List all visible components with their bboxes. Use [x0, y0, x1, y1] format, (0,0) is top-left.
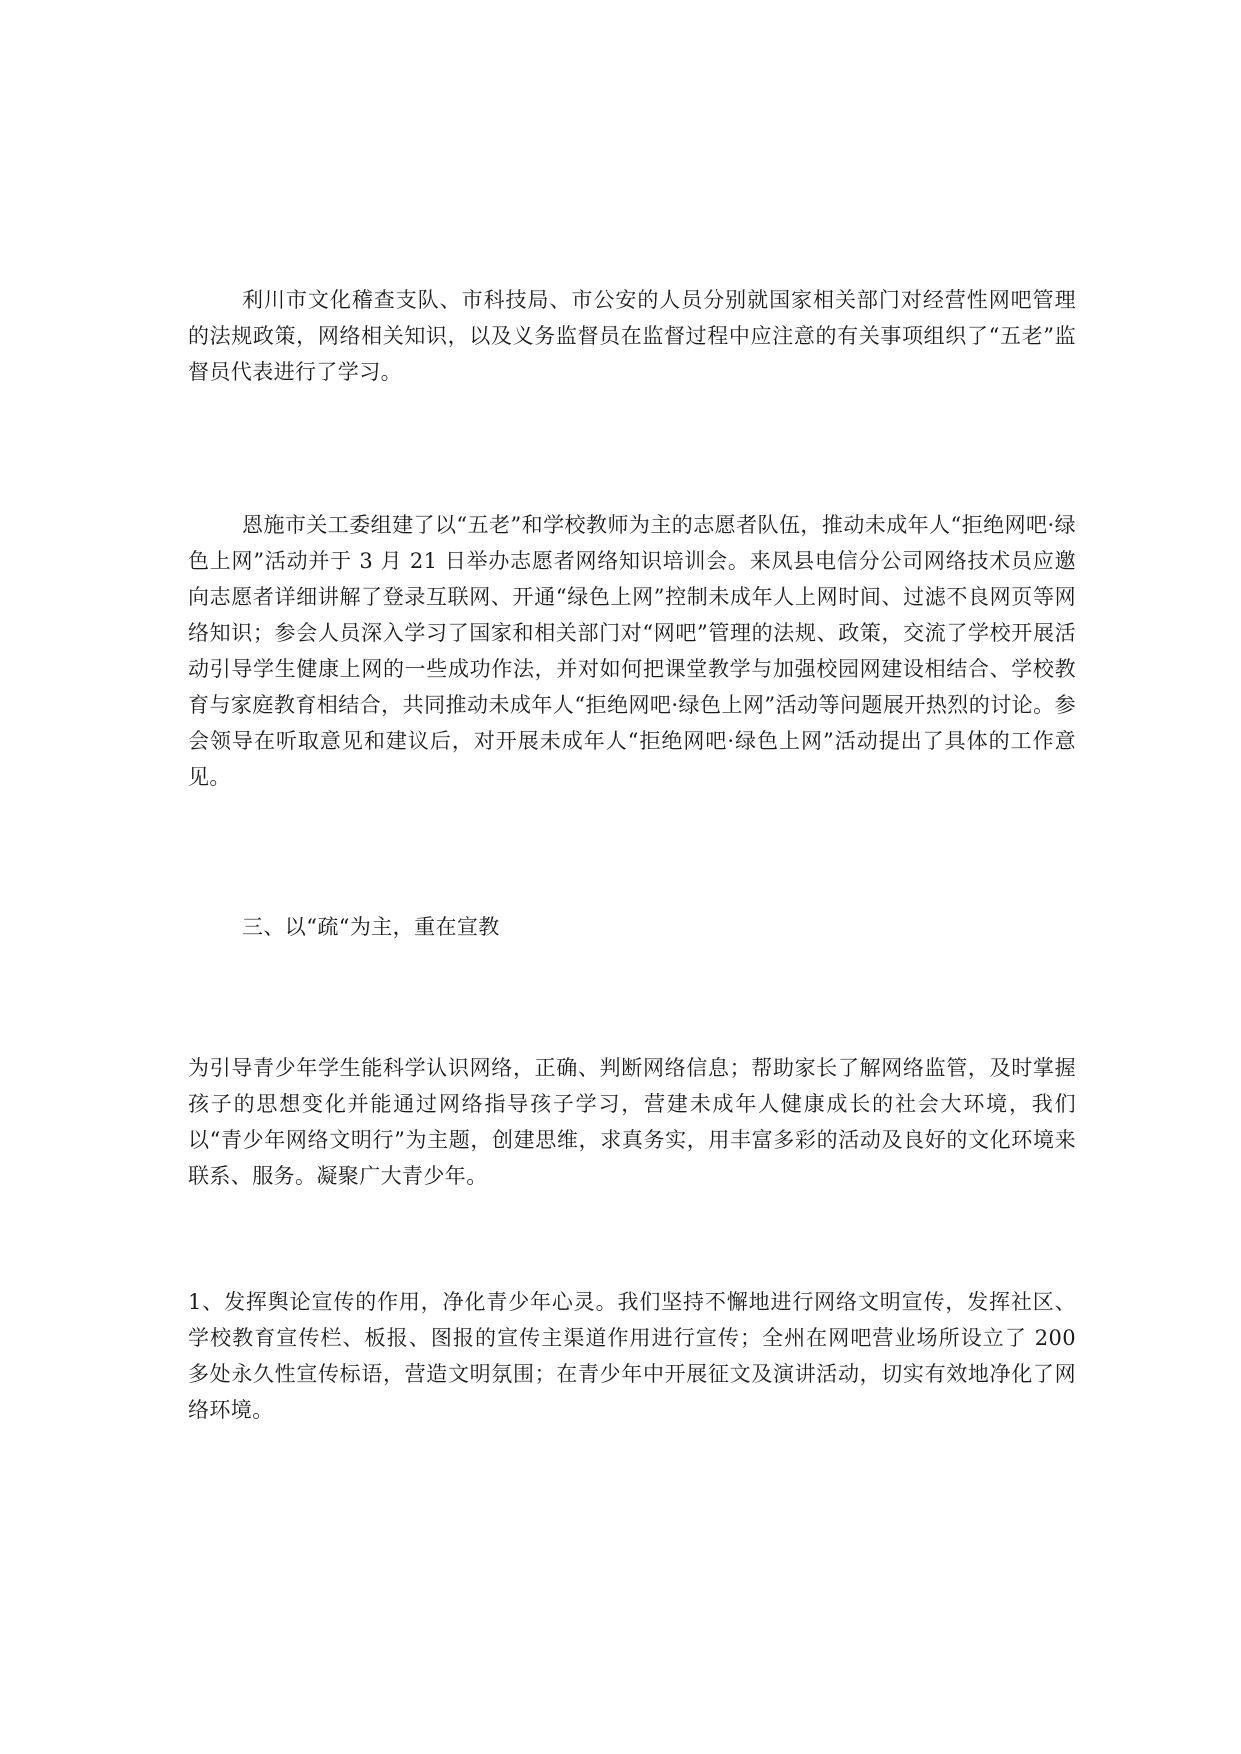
paragraph-lichuan-training: 利川市文化稽查支队、市科技局、市公安的人员分别就国家相关部门对经营性网吧管理的法规政策，网络相关知识，以及义务监督员在监督过程中应注意的有关事项组织了“五老”监督员代表进行了学习。	[188, 288, 1076, 384]
paragraph-guidance-intro: 为引导青少年学生能科学认识网络，正确、判断网络信息；帮助家长了解网络监管，及时掌握孩子的思想变化并能通过网络指导孩子学习，营建未成年人健康成长的社会大环境，我们以“青少年网络文明行”为主题，创建思维，求真务实，用丰富多彩的活动及良好的文化环境来联系、服务。凝聚广大青少年。	[188, 1056, 1076, 1188]
paragraph-enshi-volunteers: 恩施市关工委组建了以“五老”和学校教师为主的志愿者队伍，推动未成年人“拒绝网吧·绿色上网”活动并于 3 月 21 日举办志愿者网络知识培训会。来凤县电信分公司网络技术员应邀向志愿者详细讲解了登录互联网、开通“绿色上网”控制未成年人上网时间、过滤不良网页等网络知识；参会人员深入学习了国家和相关部门对“网吧”管理的法规、政策，交流了学校开展活动引导学生健康上网的一些成功作法，并对如何把课堂教学与加强校园网建设相结合、学校教育与家庭教育相结合，共同推动未成年人“拒绝网吧·绿色上网”活动等问题展开热烈的讨论。参会领导在听取意见和建议后，对开展未成年人“拒绝网吧·绿色上网”活动提出了具体的工作意见。	[188, 513, 1076, 789]
paragraph-item-one-publicity: 1、发挥舆论宣传的作用，净化青少年心灵。我们坚持不懈地进行网络文明宣传，发挥社区、学校教育宣传栏、板报、图报的宣传主渠道作用进行宣传；全州在网吧营业场所设立了 200 多处永久性宣传标语，营造文明氛围；在青少年中开展征文及演讲活动，切实有效地净化了网络环境。	[188, 1290, 1076, 1422]
section-heading-three: 三、以“疏“为主，重在宣教	[242, 915, 500, 939]
